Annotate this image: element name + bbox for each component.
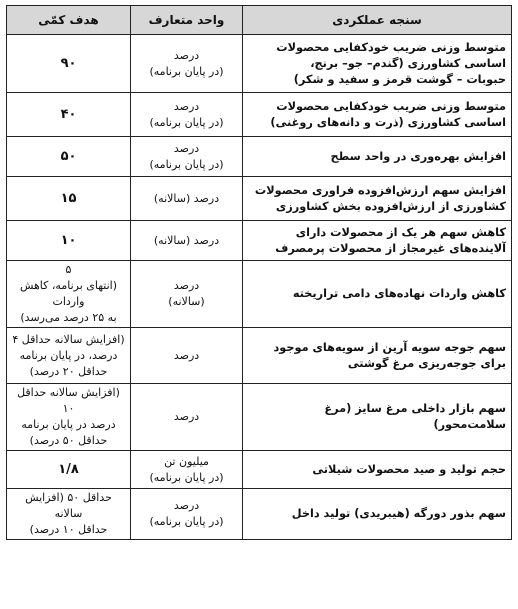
target-cell <box>7 489 131 540</box>
target-cell <box>7 93 131 137</box>
indicator-cell-line: اساسی کشاورزی (ذرت و دانه‌های روغنی) <box>270 115 506 129</box>
target-cell <box>7 35 131 93</box>
unit-cell <box>131 328 243 384</box>
table-row <box>7 328 512 384</box>
target-cell-line: ۱۵ <box>60 190 77 206</box>
unit-cell-line: درصد (سالانه) <box>153 191 220 205</box>
unit-cell-line: (در پایان برنامه) <box>149 157 224 171</box>
indicator-cell-line: حبوبات – گوشت قرمز و سفید و شکر) <box>293 72 506 86</box>
indicator-cell-line: آلاینده‌های غیرمجاز از محصولات پرمصرف <box>275 241 506 255</box>
target-cell-line: (افزایش سالانه حداقل ۱۰ <box>17 386 120 415</box>
indicator-cell <box>243 93 512 137</box>
target-cell-line: ۵ <box>65 263 72 276</box>
target-cell-line: حداقل ۱۰ درصد) <box>29 523 108 536</box>
table-row <box>7 261 512 328</box>
table-row <box>7 93 512 137</box>
target-cell-line: حداقل ۵۰ درصد) <box>29 434 108 447</box>
unit-cell-line: درصد <box>173 141 200 155</box>
target-cell-line: ۱۰ <box>60 232 77 248</box>
target-cell-line: ۴۰ <box>60 106 77 122</box>
indicator-cell <box>243 261 512 328</box>
unit-cell <box>131 137 243 177</box>
unit-cell-line: درصد <box>173 499 200 512</box>
table-body <box>7 35 512 540</box>
indicator-cell-line: حجم تولید و صید محصولات شیلاتی <box>312 462 506 476</box>
unit-cell-line: (در پایان برنامه) <box>149 115 224 129</box>
target-cell <box>7 261 131 328</box>
target-cell-line: ۵۰ <box>60 148 77 164</box>
unit-cell <box>131 451 243 489</box>
unit-cell <box>131 35 243 93</box>
unit-cell-line: درصد <box>173 279 200 292</box>
unit-cell-line: درصد (سالانه) <box>153 233 220 247</box>
target-cell-line: حداقل ۵۰ (افزایش سالانه <box>25 491 112 520</box>
target-cell-line: درصد، در پایان برنامه <box>19 348 118 362</box>
table-row <box>7 489 512 540</box>
indicator-cell-line: متوسط وزنی ضریب خودکفایی محصولات <box>276 40 506 54</box>
target-cell-line: (انتهای برنامه، کاهش واردات <box>19 279 118 308</box>
unit-cell-line: میلیون تن <box>164 454 209 468</box>
indicator-cell <box>243 177 512 221</box>
indicator-cell-line: سهم جوجه سویه آرین از سویه‌های موجود <box>273 340 506 354</box>
target-cell-line: حداقل ۲۰ درصد) <box>29 364 108 378</box>
indicator-cell <box>243 137 512 177</box>
indicator-cell <box>243 384 512 451</box>
target-cell <box>7 384 131 451</box>
indicator-cell-line: متوسط وزنی ضریب خودکفایی محصولات <box>276 99 506 113</box>
unit-cell <box>131 489 243 540</box>
indicator-cell-line: افزایش بهره‌وری در واحد سطح <box>330 149 506 163</box>
indicator-cell <box>243 35 512 93</box>
indicator-cell-line: کاهش سهم هر یک از محصولات دارای <box>295 225 506 239</box>
indicator-cell <box>243 451 512 489</box>
table-row <box>7 35 512 93</box>
target-cell-line: ۹۰ <box>60 55 77 71</box>
unit-cell <box>131 93 243 137</box>
target-cell <box>7 221 131 261</box>
unit-cell <box>131 261 243 328</box>
target-cell <box>7 451 131 489</box>
unit-cell-line: (در پایان برنامه) <box>149 64 224 78</box>
indicator-cell-line: سهم بذور دورگه (هیبریدی) تولید داخل <box>291 507 506 520</box>
table-row <box>7 451 512 489</box>
indicator-cell-line: کشاورزی از ارزش‌افزوده بخش کشاورزی <box>275 199 506 213</box>
target-cell <box>7 328 131 384</box>
indicator-cell-line: برای جوجه‌ریزی مرغ گوشتی <box>347 356 506 370</box>
indicator-cell <box>243 221 512 261</box>
target-cell <box>7 137 131 177</box>
target-cell-line: درصد در پایان برنامه <box>21 418 116 431</box>
unit-cell <box>131 221 243 261</box>
table-row <box>7 384 512 451</box>
header-unit: واحد متعارف <box>131 6 243 35</box>
unit-cell-line: (سالانه) <box>168 295 205 308</box>
header-row <box>7 6 512 35</box>
indicator-cell-line: اساسی کشاورزی (گندم– جو– برنج، <box>310 56 506 70</box>
unit-cell <box>131 384 243 451</box>
unit-cell-line: درصد <box>173 410 200 423</box>
target-cell-line: ۱/۸ <box>58 461 79 477</box>
unit-cell-line: (در پایان برنامه) <box>149 470 224 484</box>
indicator-cell <box>243 489 512 540</box>
indicator-cell-line: کاهش واردات نهاده‌های دامی تراریخته <box>292 287 506 300</box>
unit-cell <box>131 177 243 221</box>
target-cell <box>7 177 131 221</box>
performance-indicators-table <box>6 5 512 540</box>
table-row <box>7 177 512 221</box>
target-cell-line: (افزایش سالانه حداقل ۴ <box>12 332 125 346</box>
header-target: هدف کمّی <box>7 6 131 35</box>
table-row <box>7 137 512 177</box>
indicator-cell-line: سهم بازار داخلی مرغ سایز (مرغ <box>324 402 506 415</box>
indicator-cell <box>243 328 512 384</box>
target-cell-line: به ۲۵ درصد می‌رسد) <box>20 311 117 324</box>
header-indicator: سنجه عملکردی <box>243 6 512 35</box>
unit-cell-line: (در پایان برنامه) <box>149 515 224 528</box>
unit-cell-line: درصد <box>173 48 200 62</box>
indicator-cell-line: سلامت‌محور) <box>433 418 506 431</box>
unit-cell-line: درصد <box>173 99 200 113</box>
indicator-cell-line: افزایش سهم ارزش‌افزوده فراوری محصولات <box>254 183 506 197</box>
unit-cell-line: درصد <box>173 348 200 362</box>
table-row <box>7 221 512 261</box>
